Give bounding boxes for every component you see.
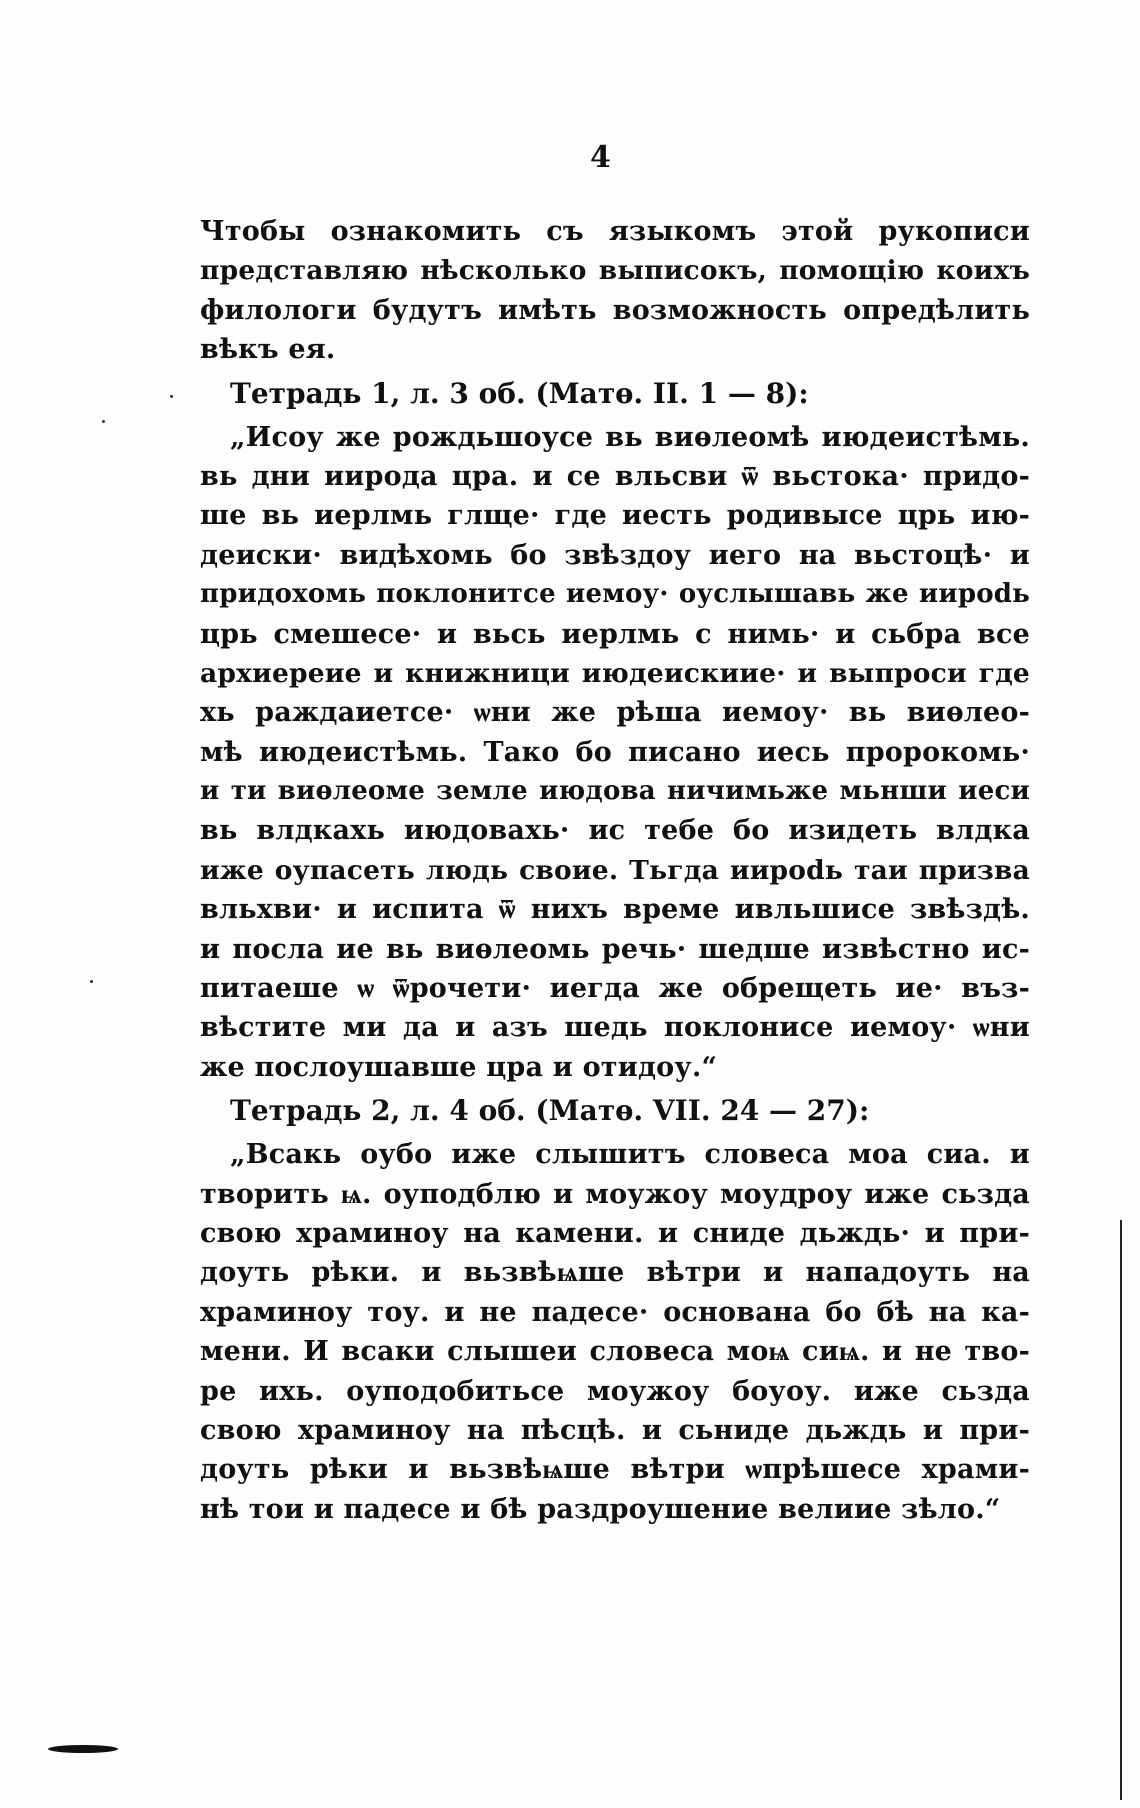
speck — [170, 395, 173, 398]
intro-line: филологи будутъ имѣть возможность опредѣлить — [200, 294, 1030, 326]
quote-line: доуть рѣки и вьзвѣѩше вѣтри ѡпрѣшесе храми- — [200, 1454, 1030, 1486]
quote-line: архиереие и книжници июдеискиие· и выпроси где — [200, 657, 1030, 689]
quote-line: хь раждаиетсе· ѡни же рѣша иемоу· вь виѳлео- — [200, 697, 1030, 729]
quote-line: вь дни иирода цра. и се вльсви ѿ вьстока· придо- — [200, 460, 1030, 492]
quote-line: и ти виѳлеоме земле июдова ничимьже мьнши иеси — [200, 776, 1030, 807]
quote-line: вѣстите ми да и азъ шедь поклонисе иемоу· ѡни — [200, 1012, 1030, 1044]
section-1-heading: Тетрадь 1, л. 3 об. (Матѳ. II. 1 — 8): — [230, 376, 809, 410]
speck — [102, 420, 105, 423]
intro-line: представляю нѣсколько выписокъ, помощію коихъ — [200, 255, 1030, 287]
quote-line: деиски· видѣхомь бо звѣздоу иего на вьстоцѣ· и — [200, 539, 1030, 571]
ink-smudge — [48, 1745, 118, 1753]
intro-line: Чтобы ознакомить съ языкомъ этой рукописи — [200, 216, 1030, 247]
quote-line: вльхви· и испита ѿ нихъ време ивльшисе звѣздѣ. — [200, 894, 1030, 926]
text-block — [200, 212, 1030, 1529]
quote-line: „Исоу же рождьшоусе вь виѳлеомѣ июдеистѣмь. — [230, 421, 1030, 453]
quote-line: же послоушавше цра и отидоу.“ — [200, 1051, 718, 1083]
quote-line: црь смешесе· и вьсь иерлмь с нимь· и сьбра все — [200, 618, 1030, 650]
quote-line: доуть рѣки. и вьзвѣѩше вѣтри и нападоуть на — [200, 1257, 1030, 1289]
quote-line: храминоу тоу. и не падесе· основана бо бѣ на ка- — [200, 1296, 1030, 1328]
page-number: 4 — [590, 140, 611, 175]
quote-line: творить ѩ. оуподблю и моужоу моудроу иже сьзда — [200, 1178, 1030, 1210]
intro-line: вѣкъ ея. — [200, 334, 336, 366]
quote-line: ше вь иерлмь глще· где иесть родивысе црь ию- — [200, 500, 1030, 532]
quote-line: ре ихь. оуподобитьсе моужоу боуоу. иже сьзда — [200, 1375, 1030, 1407]
margin-rule — [1120, 1220, 1122, 1800]
quote-line: нѣ тои и падесе и бѣ раздроушение велиие зѣло.“ — [200, 1493, 1001, 1525]
speck — [90, 980, 93, 983]
quote-line: „Всакь оубо иже слышитъ словеса моа сиа. и — [230, 1139, 1030, 1171]
quote-line: мени. И всаки слышеи словеса моѩ сиѩ. и не тво- — [200, 1336, 1030, 1368]
quote-line: питаеше ѡ ѿрочети· иегда же обрещеть ие· въз- — [200, 973, 1030, 1005]
quote-line: и посла ие вь виѳлеомь речь· шедше извѣстно ис- — [200, 933, 1030, 965]
quote-line: свою храминоу на камени. и сниде дьждь· и при- — [200, 1217, 1030, 1249]
section-2-heading: Тетрадь 2, л. 4 об. (Матѳ. VII. 24 — 27): — [230, 1094, 870, 1128]
quote-line: иже оупасеть людь своие. Тьгда иирodь таи призва — [200, 854, 1030, 886]
quote-line: вь влдкахь июдовахь· ис тебе бо изидеть влдка — [200, 815, 1030, 847]
quote-line: мѣ июдеистѣмь. Тако бо писано иесь пророкомь· — [200, 736, 1030, 768]
quote-line: придохомь поклонитсе иемоу· оуслышавь же иирodь — [200, 579, 1030, 610]
quote-line: свою храминоу на пѣсцѣ. и сьниде дьждь и при- — [200, 1414, 1030, 1446]
